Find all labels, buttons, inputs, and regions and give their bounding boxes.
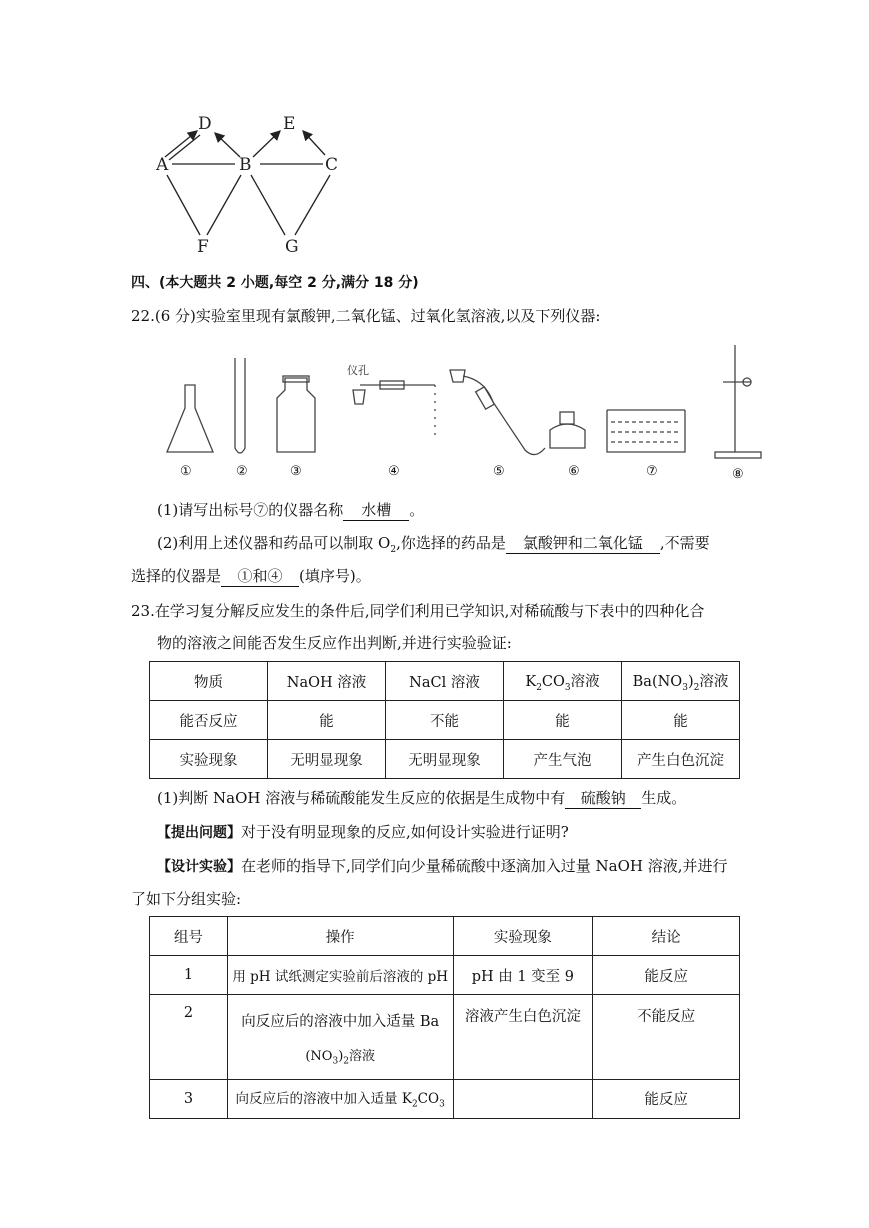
substance-table [149,661,740,779]
q23-question: 【提出问题】对于没有明显现象的反应,如何设计实验进行证明? [157,823,569,841]
table-cell: 向反应后的溶液中加入适量 $K_2CO_3$ [227,1079,453,1118]
table-cell: 能 [504,701,622,740]
node-c: C [325,155,339,175]
alcohol-lamp-icon [550,424,585,448]
table-cell: 能 [268,701,386,740]
table-header: 结论 [593,917,740,956]
q23-design: 【设计实验】在老师的指导下,同学们向少量稀硫酸中逐滴加入过量 NaOH 溶液,并进行 [157,857,728,875]
apparatus-label-7: ⑦ [646,464,658,479]
table-cell: 2 [150,995,228,1080]
q22-part2: (2)利用上述仪器和药品可以制取 $O_2$,你选择的药品是 氯酸钾和二氧化锰 ,不需要 [157,534,710,555]
table-header: $Ba(NO_3)_2$溶液 [622,662,740,701]
table-header: 组号 [150,917,228,956]
table-cell: 无明显现象 [386,740,504,779]
edge-b-d [215,133,240,157]
q23-stem-2: 物的溶液之间能否发生反应作出判断,并进行实验验证: [157,634,512,652]
edge-b-g [251,175,285,235]
table-header: NaOH 溶液 [268,662,386,701]
table-cell: 溶液产生白色沉淀 [453,995,593,1080]
answer-blank: 水槽 [343,500,409,521]
apparatus-label-6: ⑥ [568,464,580,479]
q23-stem-1: 23.在学习复分解反应发生的条件后,同学们利用已学知识,对稀硫酸与下表中的四种化合 [131,602,705,620]
table-cell: 产生气泡 [504,740,622,779]
apparatus-label-8: ⑧ [732,467,744,482]
edge-b-e [253,131,280,157]
q23-design-2: 了如下分组实验: [131,890,242,908]
experiment-table [149,916,740,1119]
table-cell: 1 [150,956,228,995]
q22-part1: (1)请写出标号⑦的仪器名称 水槽 。 [157,501,425,519]
edge-b-f [207,175,241,235]
apparatus-label-4: ④ [388,464,400,479]
edge-a-f [167,175,200,235]
table-header: $K_2CO_3$溶液 [504,662,622,701]
answer-blank: 硫酸钠 [565,788,641,809]
q23-part1: (1)判断 NaOH 溶液与稀硫酸能发生反应的依据是生成物中有 硫酸钠 生成。 [157,789,687,807]
table-cell: pH 由 1 变至 9 [453,956,593,995]
edge-c-g [295,175,330,235]
relation-diagram [145,105,360,260]
table-cell: 能 [622,701,740,740]
table-cell: 能否反应 [150,701,268,740]
delivery-tube-icon [450,370,465,382]
table-cell: 能反应 [593,1079,740,1118]
section-heading: 四、(本大题共 2 小题,每空 2 分,满分 18 分) [131,275,419,291]
apparatus-figure [155,340,775,490]
apparatus-label-3: ③ [290,464,302,479]
table-header: NaCl 溶液 [386,662,504,701]
node-d: D [198,114,212,134]
table-cell: 不能 [386,701,504,740]
node-b: B [239,155,252,175]
q22-stem: 22.(6 分)实验室里现有氯酸钾,二氧化锰、过氧化氢溶液,以及下列仪器: [131,307,601,325]
table-cell: 实验现象 [150,740,268,779]
edge-c-e [303,131,325,155]
conical-flask-icon [167,385,213,452]
node-e: E [283,114,296,134]
table-cell: 无明显现象 [268,740,386,779]
node-g: G [285,237,299,257]
q22-part3: 选择的仪器是 ①和④ (填序号)。 [131,567,371,585]
apparatus-label-5: ⑤ [493,464,505,479]
table-cell: 3 [150,1079,228,1118]
table-cell: 用 pH 试纸测定实验前后溶液的 pH [227,956,453,995]
table-cell [453,1079,593,1118]
node-a: A [156,155,169,175]
table-cell: 能反应 [593,956,740,995]
table-cell: 不能反应 [593,995,740,1080]
answer-blank: ①和④ [221,566,299,587]
node-f: F [197,237,209,257]
table-header: 物质 [150,662,268,701]
apparatus-label-1: ① [180,464,192,479]
answer-blank: 氯酸钾和二氧化锰 [506,533,660,554]
apparatus-label-2: ② [236,464,248,479]
table-cell: 向反应后的溶液中加入适量 Ba $(NO_3)_2$溶液 [227,995,453,1080]
edge-a-d-2 [169,135,200,160]
table-header: 操作 [227,917,453,956]
table-cell: 产生白色沉淀 [622,740,740,779]
edge-a-d-1 [165,131,197,157]
water-trough-icon [607,410,685,452]
reagent-bottle-icon [277,378,315,452]
test-tube-icon [235,358,245,453]
apparatus-note: 仪孔 [347,364,369,377]
tube-with-stopper-icon [353,390,365,404]
table-header: 实验现象 [453,917,593,956]
